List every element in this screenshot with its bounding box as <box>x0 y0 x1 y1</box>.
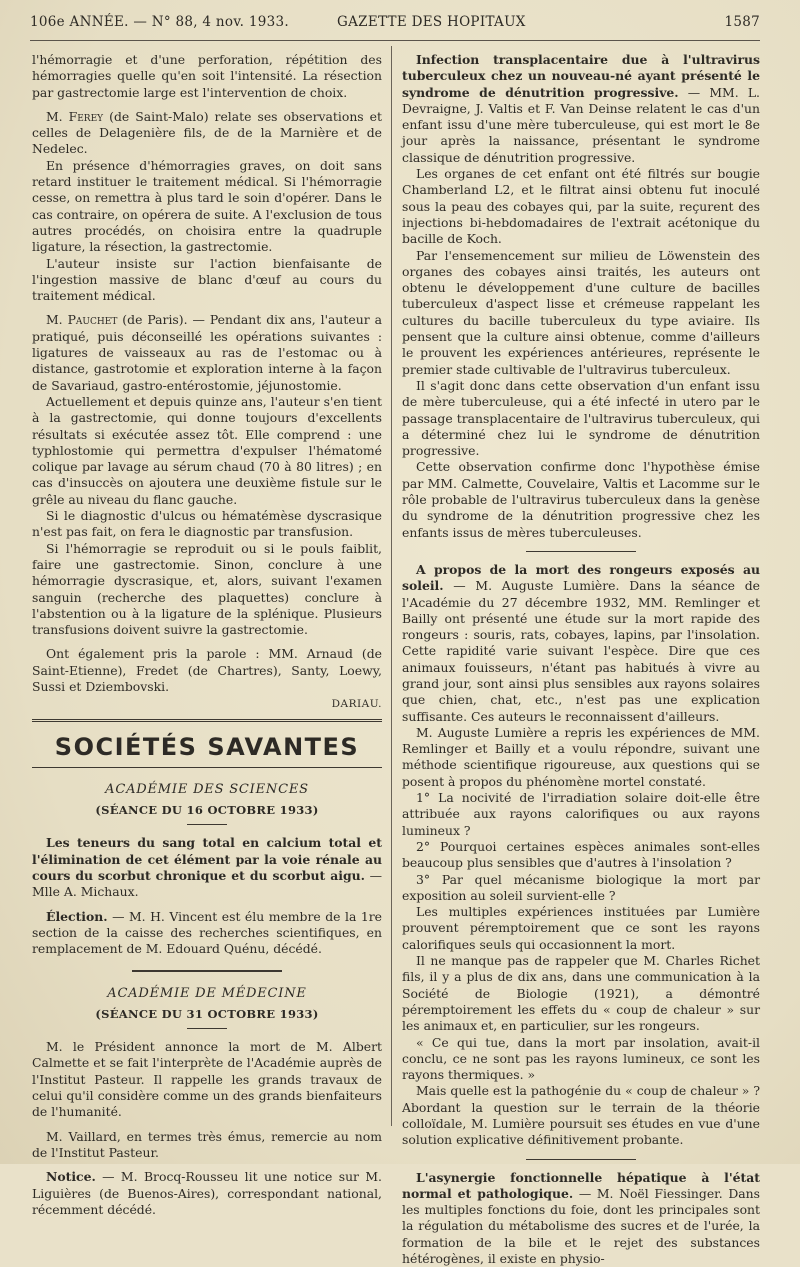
session-date: (SÉANCE DU 31 OCTOBRE 1933) <box>95 1006 319 1021</box>
article <box>402 52 760 166</box>
article-text: — M. H. Vincent est élu membre de la 1re section de la caisse des recherches scientifiques, en remplacement de M. Edouard Quénu, décédé. <box>32 908 382 957</box>
paragraph-text: (de Paris). — Pendant dix ans, l'auteur a pratiqué, puis déconseillé les opérations suivantes : ligatures de vaisseaux au ras de l'estomac ou à distance, gastrotomie et exploration interne à la façon de Savariaud, gastro-entérostomie, jéjunostomie. <box>32 312 382 393</box>
paragraph: Mais quelle est la pathogénie du « coup de chaleur » ? Abordant la question sur le terrain de la théorie colloïdale, M. Lumière poursuit ses études en vue d'une solution explicative définitivement probante. <box>402 1083 760 1148</box>
divider <box>132 970 282 972</box>
page-header <box>30 14 760 38</box>
page-number: 1587 <box>724 14 760 30</box>
question-item: 2° Pourquoi certaines espèces animales sont-elles beaucoup plus sensibles que d'autres à l'insolation ? <box>402 838 760 871</box>
paragraph: Il s'agit donc dans cette observation d'un enfant issu de mère tuberculeuse, qui a été infecté in utero par le passage transplacentaire de l'ultravirus tuberculeux, qui a déterminé chez lui le syndrome de dénutrition progressive. <box>402 377 760 459</box>
paragraph: Il ne manque pas de rappeler que M. Charles Richet fils, il y a plus de dix ans, dans une communication à la Société de Biologie (1921), a démontré péremptoirement les effets du « coup de chaleur » sur les animaux et, en particulier, sur les rongeurs. <box>402 953 760 1034</box>
question-item: 3° Par quel mécanisme biologique la mort par exposition au soleil survient-elle ? <box>402 871 760 903</box>
paragraph: Si l'hémorragie se reproduit ou si le pouls faiblit, faire une gastrectomie. Sinon, conclure à une hémorragie dyscrasique, et, alors, suivant l'examen sanguin (recherche des plaquettes) conclure à l'abstention ou à la ligature de la splénique. Plusieurs transfusions doivent suivre la gastrectomie. <box>32 540 382 638</box>
divider <box>187 1028 227 1029</box>
article-title: L'asynergie fonctionnelle hépatique à l'état normal et pathologique. <box>402 1169 760 1201</box>
article <box>32 909 382 958</box>
paragraph: Par l'ensemencement sur milieu de Löwenstein des organes des cobayes ainsi traités, les auteurs ont obtenu le développement d'une culture de bacilles tuberculeux d'aspect lisse et crémeuse rappelant les cultures du bacille tuberculeux du type aviaire. Ils pensent que la culture ainsi obtenue, comme d'ailleurs le prouvent les expériences antérieures, représente le premier stade cultivable de l'ultravirus tuberculeux. <box>402 247 760 377</box>
paragraph: « Ce qui tue, dans la mort par insolation, avait-il conclu, ce ne sont pas les rayons lumineux, ce sont les rayons thermiques. » <box>402 1034 760 1083</box>
paragraph-text: (de Saint-Malo) relate ses observations et celles de Delagenière fils, de de la Marnière et de Nedelec. <box>32 108 382 157</box>
paragraph: M. Vaillard, en termes très émus, remercie au nom de l'Institut Pasteur. <box>32 1128 382 1160</box>
article-title: Infection transplacentaire due à l'ultravirus tuberculeux chez un nouveau-né ayant présenté le syndrome de dénutrition progressive. <box>402 52 760 100</box>
academy-heading: ACADÉMIE DE MÉDECINE <box>107 985 307 1001</box>
article-author: — M. Noël Fiessinger. <box>578 1185 723 1201</box>
article <box>32 835 382 900</box>
divider <box>187 824 227 825</box>
paragraph <box>32 109 382 158</box>
academy-heading: ACADÉMIE DES SCIENCES <box>105 781 309 797</box>
paragraph: M. le Président annonce la mort de M. Albert Calmette et se fait l'interprète de l'Académie auprès de l'Institut Pasteur. Il rappelle les grands travaux de celui qu'il considère comme un des grands bienfaiteurs de l'humanité. <box>32 1039 382 1120</box>
article-title: Élection. <box>46 908 108 924</box>
article-text: Dans les multiples fonctions du foie, dont les principales sont la régulation du métabolisme des sucres et de l'urée, la formation de la bile et le rejet des substances hétérogènes, il existe en physio- <box>402 1185 760 1267</box>
section-title: SOCIÉTÉS SAVANTES <box>54 732 360 761</box>
article <box>402 1170 760 1267</box>
article-text: — M. Brocq-Rousseu lit une notice sur M. Liguières (de Buenos-Aires), correspondant national, récemment décédé. <box>32 1169 382 1217</box>
article <box>32 1169 382 1218</box>
section-rule <box>32 719 382 725</box>
article-text: Dans la séance de l'Académie du 27 décembre 1932, MM. Remlinger et Bailly ont présenté une étude sur la mort rapide des rongeurs : souris, rats, cobayes, lapins, par l'insolation. Cette rapidité varie suivant l'espèce. Dire que ces animaux fouisseurs, n'étant pas habitués à vivre au grand jour, sont ainsi plus sensibles aux rayons solaires que chien, chat, etc., n'est pas une explication suffisante. Ces auteurs le reconnaissent d'ailleurs. <box>402 578 760 724</box>
divider <box>526 551 636 552</box>
journal-title: GAZETTE DES HOPITAUX <box>337 14 526 30</box>
paragraph: l'hémorragie et d'une perforation, répétition des hémorragies quelle qu'en soit l'intensité. La résection par gastrectomie large est l'intervention de choix. <box>32 52 382 100</box>
header-rule <box>30 40 760 41</box>
article-text: relatent le cas d'un enfant issu d'une mère tuberculeuse, qui est mort le 8e jour après la naissance, présentant le syndrome classique de dénutrition progressive. <box>402 100 760 165</box>
article-title: Notice. <box>46 1169 96 1185</box>
column-divider <box>391 46 392 1126</box>
section-rule <box>32 767 382 768</box>
question-item: 1° La nocivité de l'irradiation solaire doit-elle être attribuée aux rayons calorifiques ou aux rayons lumineux ? <box>402 790 760 838</box>
left-column <box>32 52 382 1218</box>
article-author: — Mlle A. Michaux. <box>32 868 382 900</box>
author-name: M. Pauchet <box>46 312 118 328</box>
author-name: M. Ferey <box>46 108 104 124</box>
right-column <box>402 52 760 1267</box>
divider <box>526 1159 636 1160</box>
article-title: A propos de la mort des rongeurs exposés au soleil. <box>402 561 760 594</box>
paragraph: Actuellement et depuis quinze ans, l'auteur s'en tient à la gastrectomie, qui donne toujours d'excellents résultats si exécutée assez tôt. Elle comprend : une typhlostomie qui permettra d'expulser l'hématomé colique par lavage au sérum chaud (70 à 80 litres) ; en cas d'insuccès on ajoutera une deuxième fistule sur le grêle au niveau du flanc gauche. <box>32 393 382 507</box>
paragraph: L'auteur insiste sur l'action bienfaisante de l'ingestion massive de blanc d'œuf au cours du traitement médical. <box>32 255 382 304</box>
paragraph: M. Auguste Lumière a repris les expériences de MM. Remlinger et Bailly et a voulu répondre, suivant une méthode scientifique rigoureuse, aux questions qui se posent à propos du phénomène mortel constaté. <box>402 724 760 789</box>
paragraph: En présence d'hémorragies graves, on doit sans retard instituer le traitement médical. Si l'hémorragie cesse, on remettra à plus tard le soin d'opérer. Dans le cas contraire, on opérera de suite. A l'exclusion de tous autres procédés, on choisira entre la quadruple ligature, la résection, la gastrectomie. <box>32 157 382 255</box>
article <box>402 562 760 725</box>
article-title: Les teneurs du sang total en calcium total et l'élimination de cet élément par la voie rénale au cours du scorbut chronique et du scorbut aigu. <box>32 835 382 884</box>
paragraph: Les organes de cet enfant ont été filtrés sur bougie Chamberland L2, et le filtrat ainsi obtenu fut inoculé sous la peau des cobayes qui, par la suite, reçurent des injections bi-hebdomadaires de l'extrait acétonique du bacille de Koch. <box>402 166 760 247</box>
paragraph: Ont également pris la parole : MM. Arnaud (de Saint-Etienne), Fredet (de Chartres), Santy, Loewy, Sussi et Dziembovski. <box>32 646 382 694</box>
article-author: — M. Auguste Lumière. <box>453 578 620 594</box>
paragraph: Cette observation confirme donc l'hypothèse émise par MM. Calmette, Couvelaire, Valtis et Lacomme sur le rôle probable de l'ultravirus tuberculeux dans la genèse du syndrome de la dénutrition progressive chez les enfants issus de mères tuberculeuses. <box>402 459 760 540</box>
author-signature: DARIAU. <box>331 698 382 711</box>
paragraph <box>32 312 382 393</box>
paragraph: Si le diagnostic d'ulcus ou hématémèse dyscrasique n'est pas fait, on fera le diagnostic par transfusion. <box>32 508 382 540</box>
issue-info: 106e ANNÉE. — N° 88, 4 nov. 1933. <box>30 14 289 30</box>
session-date: (SÉANCE DU 16 OCTOBRE 1933) <box>95 803 319 818</box>
paragraph: Les multiples expériences instituées par Lumière prouvent péremptoirement que ce sont les rayons calorifiques seuls qui occasionnent la mort. <box>402 904 760 952</box>
article-authors: — MM. L. Devraigne, J. Valtis et F. Van Deinse <box>402 84 760 116</box>
